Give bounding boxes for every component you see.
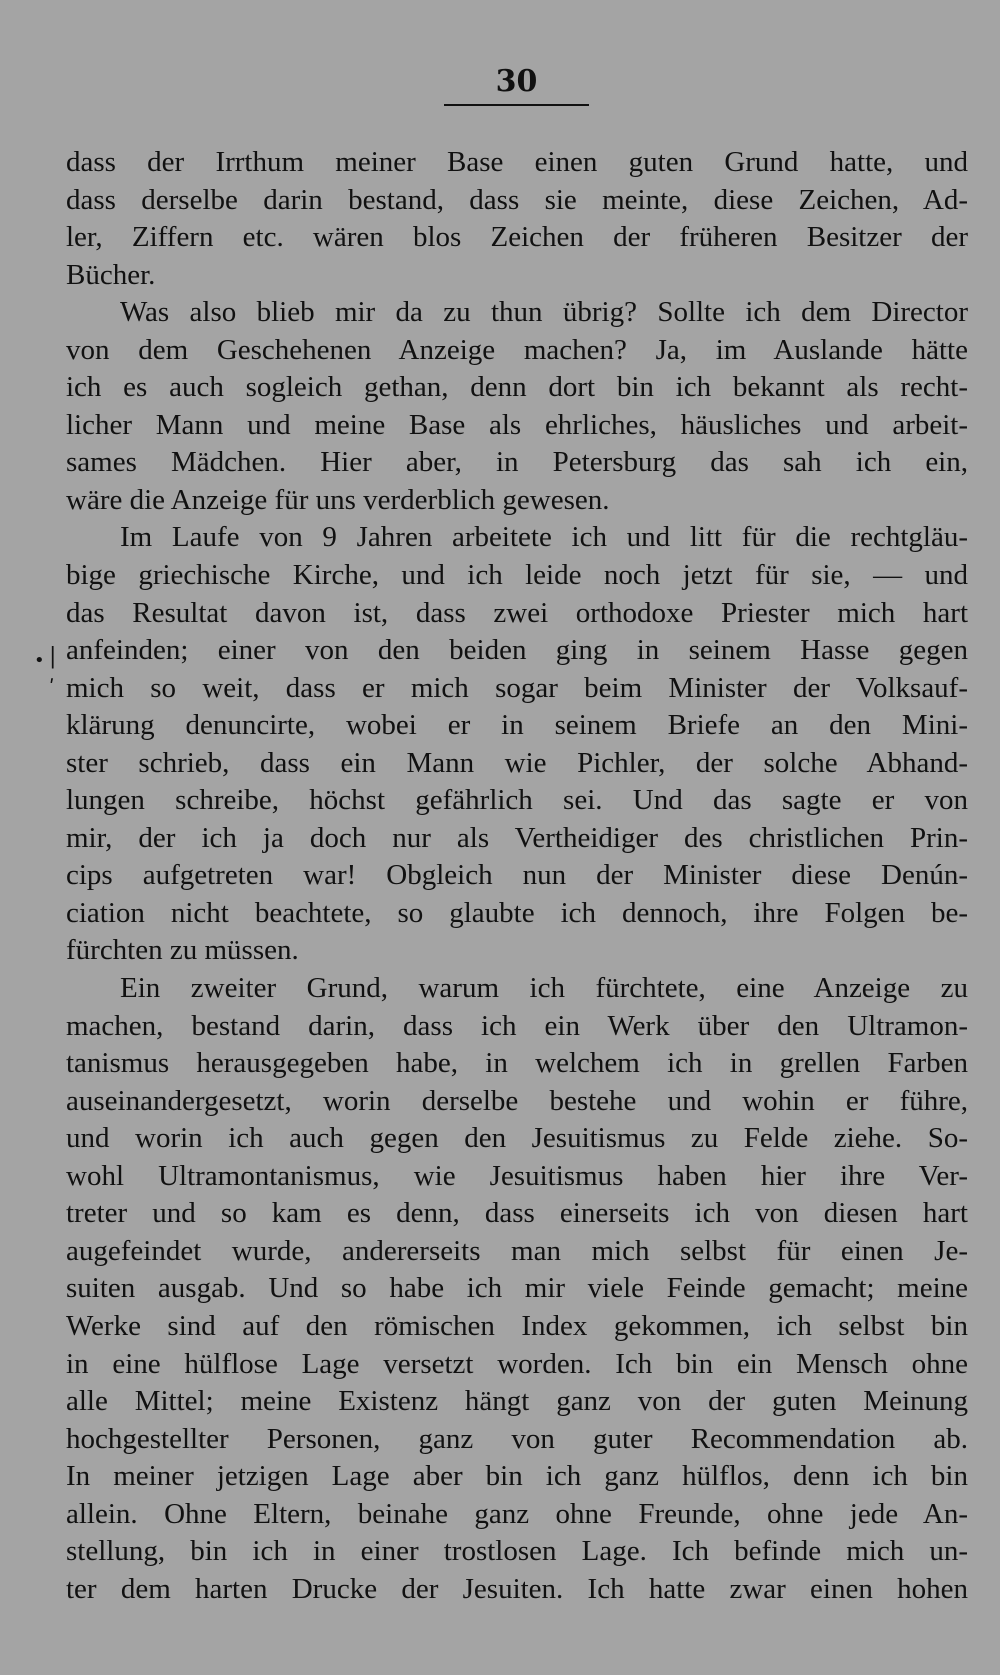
- text-line: fürchten zu müssen.: [66, 934, 299, 967]
- text-line: In meiner jetzigen Lage aber bin ich ganz hülflos, denn ich bin: [66, 1460, 968, 1493]
- text-line: allein. Ohne Eltern, beinahe ganz ohne Freunde, ohne jede An-: [66, 1497, 968, 1530]
- text-line: ich es auch sogleich gethan, denn dort bin ich bekannt als recht-: [66, 371, 968, 404]
- text-line: wohl Ultramontanismus, wie Jesuitismus haben hier ihre Ver-: [66, 1159, 968, 1192]
- text-line: Werke sind auf den römischen Index gekommen, ich selbst bin: [66, 1309, 968, 1342]
- page-number-rule: [444, 104, 589, 106]
- text-line: stellung, bin ich in einer trostlosen Lage. Ich befinde mich un-: [66, 1535, 968, 1568]
- text-line: ler, Ziffern etc. wären blos Zeichen der früheren Besitzer der: [66, 221, 968, 254]
- text-line: sames Mädchen. Hier aber, in Petersburg das sah ich ein,: [66, 446, 968, 479]
- text-line: tanismus herausgegeben habe, in welchem ich in grellen Farben: [66, 1047, 968, 1080]
- margin-pipe-mark: |: [49, 644, 57, 669]
- text-line: wäre die Anzeige für uns verderblich gewesen.: [66, 483, 610, 516]
- text-line: mir, der ich ja doch nur als Vertheidiger des christlichen Prin-: [66, 821, 968, 854]
- margin-bullet-mark: •: [34, 650, 45, 671]
- body-text: [66, 144, 968, 1608]
- text-line: klärung denuncirte, wobei er in seinem Briefe an den Mini-: [66, 709, 968, 742]
- text-line: ter dem harten Drucke der Jesuiten. Ich hatte zwar einen hohen: [66, 1572, 968, 1605]
- text-line: licher Mann und meine Base als ehrliches, häusliches und arbeit-: [66, 408, 968, 441]
- text-line: mich so weit, dass er mich sogar beim Minister der Volksauf-: [66, 671, 968, 704]
- text-line: ciation nicht beachtete, so glaubte ich dennoch, ihre Folgen be-: [66, 896, 968, 929]
- text-line: Bücher.: [66, 258, 156, 291]
- text-line: cips aufgetreten war! Obgleich nun der Minister diese Denún-: [66, 859, 968, 892]
- text-line: ster schrieb, dass ein Mann wie Pichler, der solche Abhand-: [66, 746, 968, 779]
- text-line: auseinandergesetzt, worin derselbe bestehe und wohin er führe,: [66, 1084, 968, 1117]
- text-line: hochgestellter Personen, ganz von guter Recommendation ab.: [66, 1422, 968, 1455]
- text-line: in eine hülflose Lage versetzt worden. Ich bin ein Mensch ohne: [66, 1347, 968, 1380]
- text-line: Im Laufe von 9 Jahren arbeitete ich und litt für die rechtgläu-: [120, 521, 968, 554]
- text-line: bige griechische Kirche, und ich leide noch jetzt für sie, — und: [66, 559, 968, 592]
- text-line: und worin ich auch gegen den Jesuitismus zu Felde ziehe. So-: [66, 1122, 968, 1155]
- text-line: anfeinden; einer von den beiden ging in seinem Hasse gegen: [66, 634, 968, 667]
- text-line: suiten ausgab. Und so habe ich mir viele Feinde gemacht; meine: [66, 1272, 968, 1305]
- text-line: von dem Geschehenen Anzeige machen? Ja, im Auslande hätte: [66, 333, 968, 366]
- text-line: augefeindet wurde, andererseits man mich selbst für einen Je-: [66, 1234, 968, 1267]
- text-line: alle Mittel; meine Existenz hängt ganz von der guten Meinung: [66, 1385, 968, 1418]
- text-line: Ein zweiter Grund, warum ich fürchtete, eine Anzeige zu: [120, 972, 968, 1005]
- margin-tick-mark: ʹ: [49, 675, 55, 699]
- page-number: 30: [495, 64, 538, 99]
- text-line: dass der Irrthum meiner Base einen guten Grund hatte, und: [66, 146, 968, 178]
- text-line: das Resultat davon ist, dass zwei orthodoxe Priester mich hart: [66, 596, 968, 629]
- text-line: lungen schreibe, höchst gefährlich sei. Und das sagte er von: [66, 784, 968, 817]
- text-line: treter und so kam es denn, dass einerseits ich von diesen hart: [66, 1197, 968, 1230]
- text-line: dass derselbe darin bestand, dass sie meinte, diese Zeichen, Ad-: [66, 183, 968, 216]
- text-line: machen, bestand darin, dass ich ein Werk über den Ultramon-: [66, 1009, 968, 1042]
- text-line: Was also blieb mir da zu thun übrig? Sollte ich dem Director: [120, 296, 968, 329]
